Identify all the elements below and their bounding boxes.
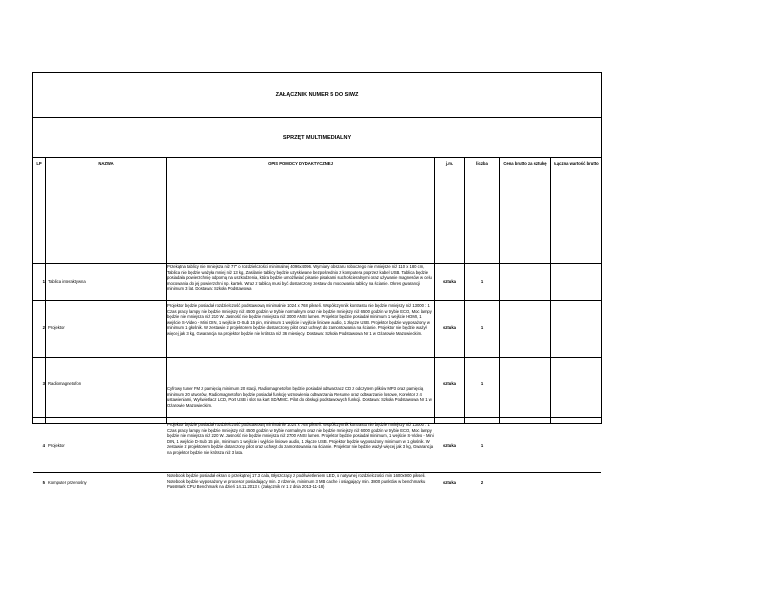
row-name: Komputer przenośny [48, 480, 87, 485]
row-quantity: 2 [480, 480, 484, 485]
row-unit: sztuka [442, 443, 457, 448]
row-unit: sztuka [442, 325, 457, 330]
header-unit-price: Cena brutto za sztukę [503, 161, 547, 166]
table-row [33, 358, 601, 418]
row-name: Projektor [48, 443, 65, 448]
row-quantity: 1 [480, 443, 484, 448]
table-row [33, 264, 601, 301]
table-body [33, 73, 601, 490]
header-total-value: Łączna wartość brutto [554, 161, 599, 166]
table-row [33, 301, 601, 358]
row-description: Notebook będzie posiadał ekran o przekątnej 17.3 cala, Błyszczący z podświetleniem LED, o natywnej rozdzielczości min 1600x900 pikseli. Notebook będzie wyposażony w procesor posiadający min. 2 rdzenie, minimum 3 MB cache i osiągający min. 3800 punktów w benchmarku PassMark CPU Benchmark na dzień 14.11.2013 r. (załącznik nr 1 z dnia 2013-11-18) [167, 473, 426, 490]
row-unit: sztuka [442, 381, 457, 386]
row-name: Tablica interaktywna [48, 279, 86, 284]
header-lp: LP [36, 161, 42, 166]
row-unit: sztuka [442, 480, 457, 485]
table-row [33, 418, 601, 473]
row-description: Przekątna tablicy nie mniejsza niż 77" o rozdzielczości minimalnej 4096x4096. Wymiary obszaru roboczego nie mniejsze niż 110 x 180 cm, Tablica nie będzie ważyła mniej niż 13 kg, Zasilanie tablicy będzie uzyskiwane bezpośrednio z komputera poprzez kabel USB. Tablica będzie posiadała powierzchnię odporną na uszkodzenia, która będzie umożliwiać pisanie pisakami suchościeralnymi oraz używanie magnesów w celu mocowania do jej powierzchni np. kartek. Wraz z tablicą musi być dostarczony zestaw do mocowania tablicy na ścianie. Okres gwarancji minimum 3 lat. Dostawa: Szkoła Podstawowa [167, 264, 432, 292]
row-name: Radiomagnetofon [48, 381, 82, 386]
row-lp: 1 [42, 279, 45, 284]
header-quantity: liczba [476, 161, 488, 166]
row-quantity: 1 [480, 325, 484, 330]
annex-title: ZAŁĄCZNIK NUMER 5 DO SIWZ [33, 73, 601, 118]
row-lp: 5 [42, 480, 45, 485]
annex-sheet [32, 72, 602, 490]
table-row [33, 473, 601, 497]
row-quantity: 1 [480, 381, 484, 386]
header-name: NAZWA [98, 161, 114, 166]
row-name: Projektor [48, 325, 65, 330]
row-lp: 3 [42, 381, 45, 386]
row-quantity: 1 [480, 279, 484, 284]
row-description: Projektor będzie posiadał rozdzielczość podstawową minimalnie 1024 x 768 pikseli. Współczynnik kontrastu nie będzie mniejszy niż 13000 : 1 Czas pracy lampy nie będzie mniejszy niż 4500 godzin w trybie normalnym oraz nie będzie mniejszy niż 6000 godzin w trybie ECO, Moc lampy będzie nie mniejsza niż 220 W. Jasność nie będzie mniejsza niż 2700 ANSI lumen. Projektor będzie posiadał minimum, 1 wejście S-Video - Mini DIN, 1 wejście D-Sub 15 pin, minimum 1 wejście i wyjście liniowe audio, 1 złącze USB. Projektor będzie wyposażony minimum w 1 głośnik. W zestawie z projektorem będzie dotarczony pilot oraz uchwyt do zamontowania na ścianie. Projektor nie będzie ważył więcej jak 3 kg, Gwarancja na projektor będzie nie krótsza niż 3 lata. [167, 422, 434, 455]
row-description: Cyfrowy tuner FM z pamięcią minimum 20 stacji, Radiomagnetofon będzie posiadał odtwarzacz CD z odczytem plików MP3 oraz pamięcią minimum 20 utworów, Radiomagnetofon będzie posiadał funkcję wznowienia odtwarzania Resume oraz odtwarzanie losowe, Korektor z 4 ustawieniami, Wyświetlacz LCD, Port USB i slot na kart SD/MMC. Pilot do obsługi podstawowych funkcji. Dostawa: Szkoła Podstawowa Nr 1 w Ożarowie Mazowieckim. [167, 386, 432, 408]
row-unit: sztuka [442, 279, 457, 284]
annex-subtitle: SPRZĘT MULTIMEDIALNY [33, 118, 601, 158]
header-description: OPIS POMOCY DYDAKTYCZNEJ [268, 161, 333, 166]
header-unit: j.m. [445, 161, 454, 166]
row-lp: 4 [42, 443, 45, 448]
row-lp: 2 [42, 325, 45, 330]
row-description: Projektor będzie posiadał rozdzielczość podstawową minimalnie 1024 x 768 pikseli. Współczynnik kontrastu nie będzie mniejszy niż 13000 : 1 Czas pracy lampy nie będzie mniejszy niż 4500 godzin w trybie normalnym oraz nie będzie mniejszy niż 6500 godzin w trybie ECO, Moc lampy będzie nie mniejsza niż 210 W. Jasność nie będzie mniejsza niż 3000 ANSI lumen. Projektor będzie posiadał minimum 1 wejście HDMI, 1 wejście S-Video - Mini DIN, 1 wejście D-Sub 15 pin, minimum 1 wejście i wyjście liniowe audio, 1 złącze USB. Projektor będzie wyposażony w minimum 1 głośnik. W zestawie z projektorem będzie dostarczony pilot oraz uchwyt do zamontowania na ścianie. Projektor nie będzie ważył więcej jak 3 kg, Gwarancja na projektor będzie nie krótsza niż 36 miesięcy. Dostawa: Szkoła Podstawowa Nr 1 w Ożarowie Mazowieckim. [167, 303, 432, 336]
